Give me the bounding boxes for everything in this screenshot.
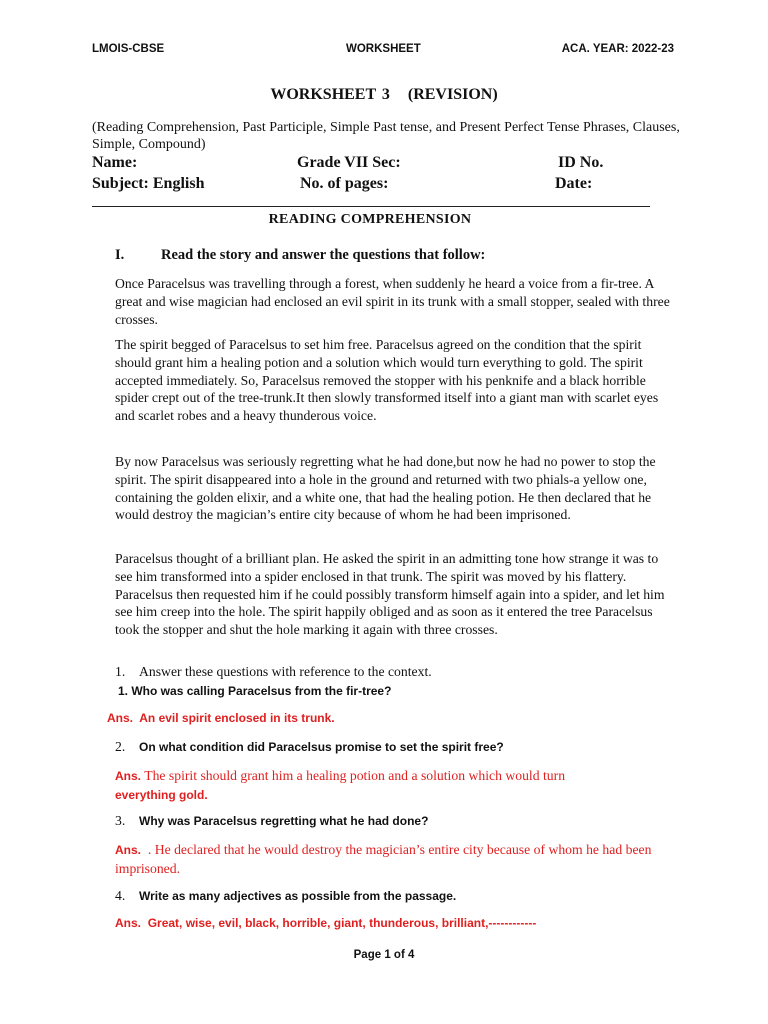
answer-4 — [115, 916, 536, 930]
question-number: 1. — [118, 684, 129, 698]
instruction-text: Read the story and answer the questions that follow: — [161, 247, 486, 263]
instruction-number: I. — [115, 247, 125, 263]
school-code: LMOIS-CBSE — [92, 43, 165, 55]
student-info-row-2 — [92, 175, 692, 195]
question-text: Write as many adjectives as possible from the passage. — [139, 889, 457, 903]
question-text: Why was Paracelsus regretting what he had done? — [139, 814, 429, 828]
question-2 — [115, 739, 504, 755]
student-info-row-1 — [92, 154, 692, 174]
answer-text: Great, wise, evil, black, horrible, giant, thunderous, brilliant,------------ — [147, 916, 537, 930]
pages-field: No. of pages: — [300, 175, 389, 192]
answer-label: Ans. — [107, 711, 134, 725]
answer-text-continued: everything gold. — [115, 787, 208, 802]
question-number: 3. — [115, 813, 126, 828]
answer-text: An evil spirit enclosed in its trunk. — [139, 711, 335, 725]
question-4 — [115, 888, 456, 904]
section-title: READING COMPREHENSION — [268, 212, 472, 227]
story-paragraph: By now Paracelsus was seriously regretting what he had done,but now he had no power to stop the spirit. The spirit disappeared into a hole in the ground and returned with two phials-a yellow one, containing the golden elixir, and a white one, that had the healing potion. He then declared that he would destroy the magician’s entire city because of whom he had been imprisoned. — [115, 454, 656, 523]
separator-line — [92, 206, 650, 207]
questions-intro-number: 1. — [115, 664, 126, 679]
answer-2 — [115, 767, 675, 805]
question-number: 2. — [115, 739, 126, 754]
story-paragraph: The spirit begged of Paracelsus to set him free. Paracelsus agreed on the condition that the spirit should grant him a healing potion and a solution which would turn everything to gold. The spirit accepted immediately. So, Paracelsus removed the stopper with his penknife and a black horrible spider crept out of the tree-trunk.It then slowly transformed itself into a giant man with scarlet eyes and scarlet robes and a heavy thunderous voice. — [115, 337, 659, 424]
questions-intro-text: Answer these questions with reference to the context. — [139, 664, 432, 679]
question-text: Who was calling Paracelsus from the fir-tree? — [131, 684, 392, 698]
story-paragraph: Once Paracelsus was travelling through a forest, when suddenly he heard a voice from a fir-tree. A great and wise magician had enclosed an evil spirit in its trunk with a small stopper, sealed with three crosses. — [115, 276, 670, 327]
answer-3 — [115, 841, 675, 878]
name-field: Name: — [92, 154, 138, 171]
date-field: Date: — [555, 175, 593, 192]
story-paragraph: Paracelsus thought of a brilliant plan. He asked the spirit in an admitting tone how strange it was to see him transformed into a spider enclosed in that trunk. The spirit was moved by his flattery. Paracelsus then requested him if he could possibly transform himself again into a spider, and let him see him creep into the hole. The spirit happily obliged and as soon as it entered the tree Paracelsus took the stopper and shut the hole marking it again with three crosses. — [115, 551, 665, 638]
page-number: Page 1 of 4 — [353, 949, 415, 961]
answer-label: Ans. — [115, 843, 142, 857]
worksheet-title: WORKSHEET 3 (REVISION) — [270, 86, 498, 103]
question-number: 4. — [115, 888, 126, 903]
question-1 — [118, 684, 391, 698]
page-header — [92, 43, 674, 61]
questions-intro — [115, 664, 432, 680]
grade-section-field: Grade VII Sec: — [297, 154, 401, 171]
instruction — [115, 247, 485, 264]
answer-label: Ans. — [115, 769, 142, 783]
worksheet-topics: (Reading Comprehension, Past Participle, Simple Past tense, and Present Perfect Tense Phrases, Clauses, Simple, Compound) — [92, 120, 680, 152]
subject-field: Subject: English — [92, 175, 205, 192]
academic-year: ACA. YEAR: 2022-23 — [561, 43, 674, 55]
id-field: ID No. — [558, 154, 604, 171]
answer-text: The spirit should grant him a healing potion and a solution which would turn — [144, 768, 566, 783]
question-3 — [115, 813, 428, 829]
answer-text: . He declared that he would destroy the magician’s entire city because of whom he had been imprisoned. — [115, 842, 652, 876]
answer-label: Ans. — [115, 916, 142, 930]
question-text: On what condition did Paracelsus promise to set the spirit free? — [139, 740, 504, 754]
document-type: WORKSHEET — [346, 43, 421, 55]
answer-1 — [107, 711, 335, 725]
